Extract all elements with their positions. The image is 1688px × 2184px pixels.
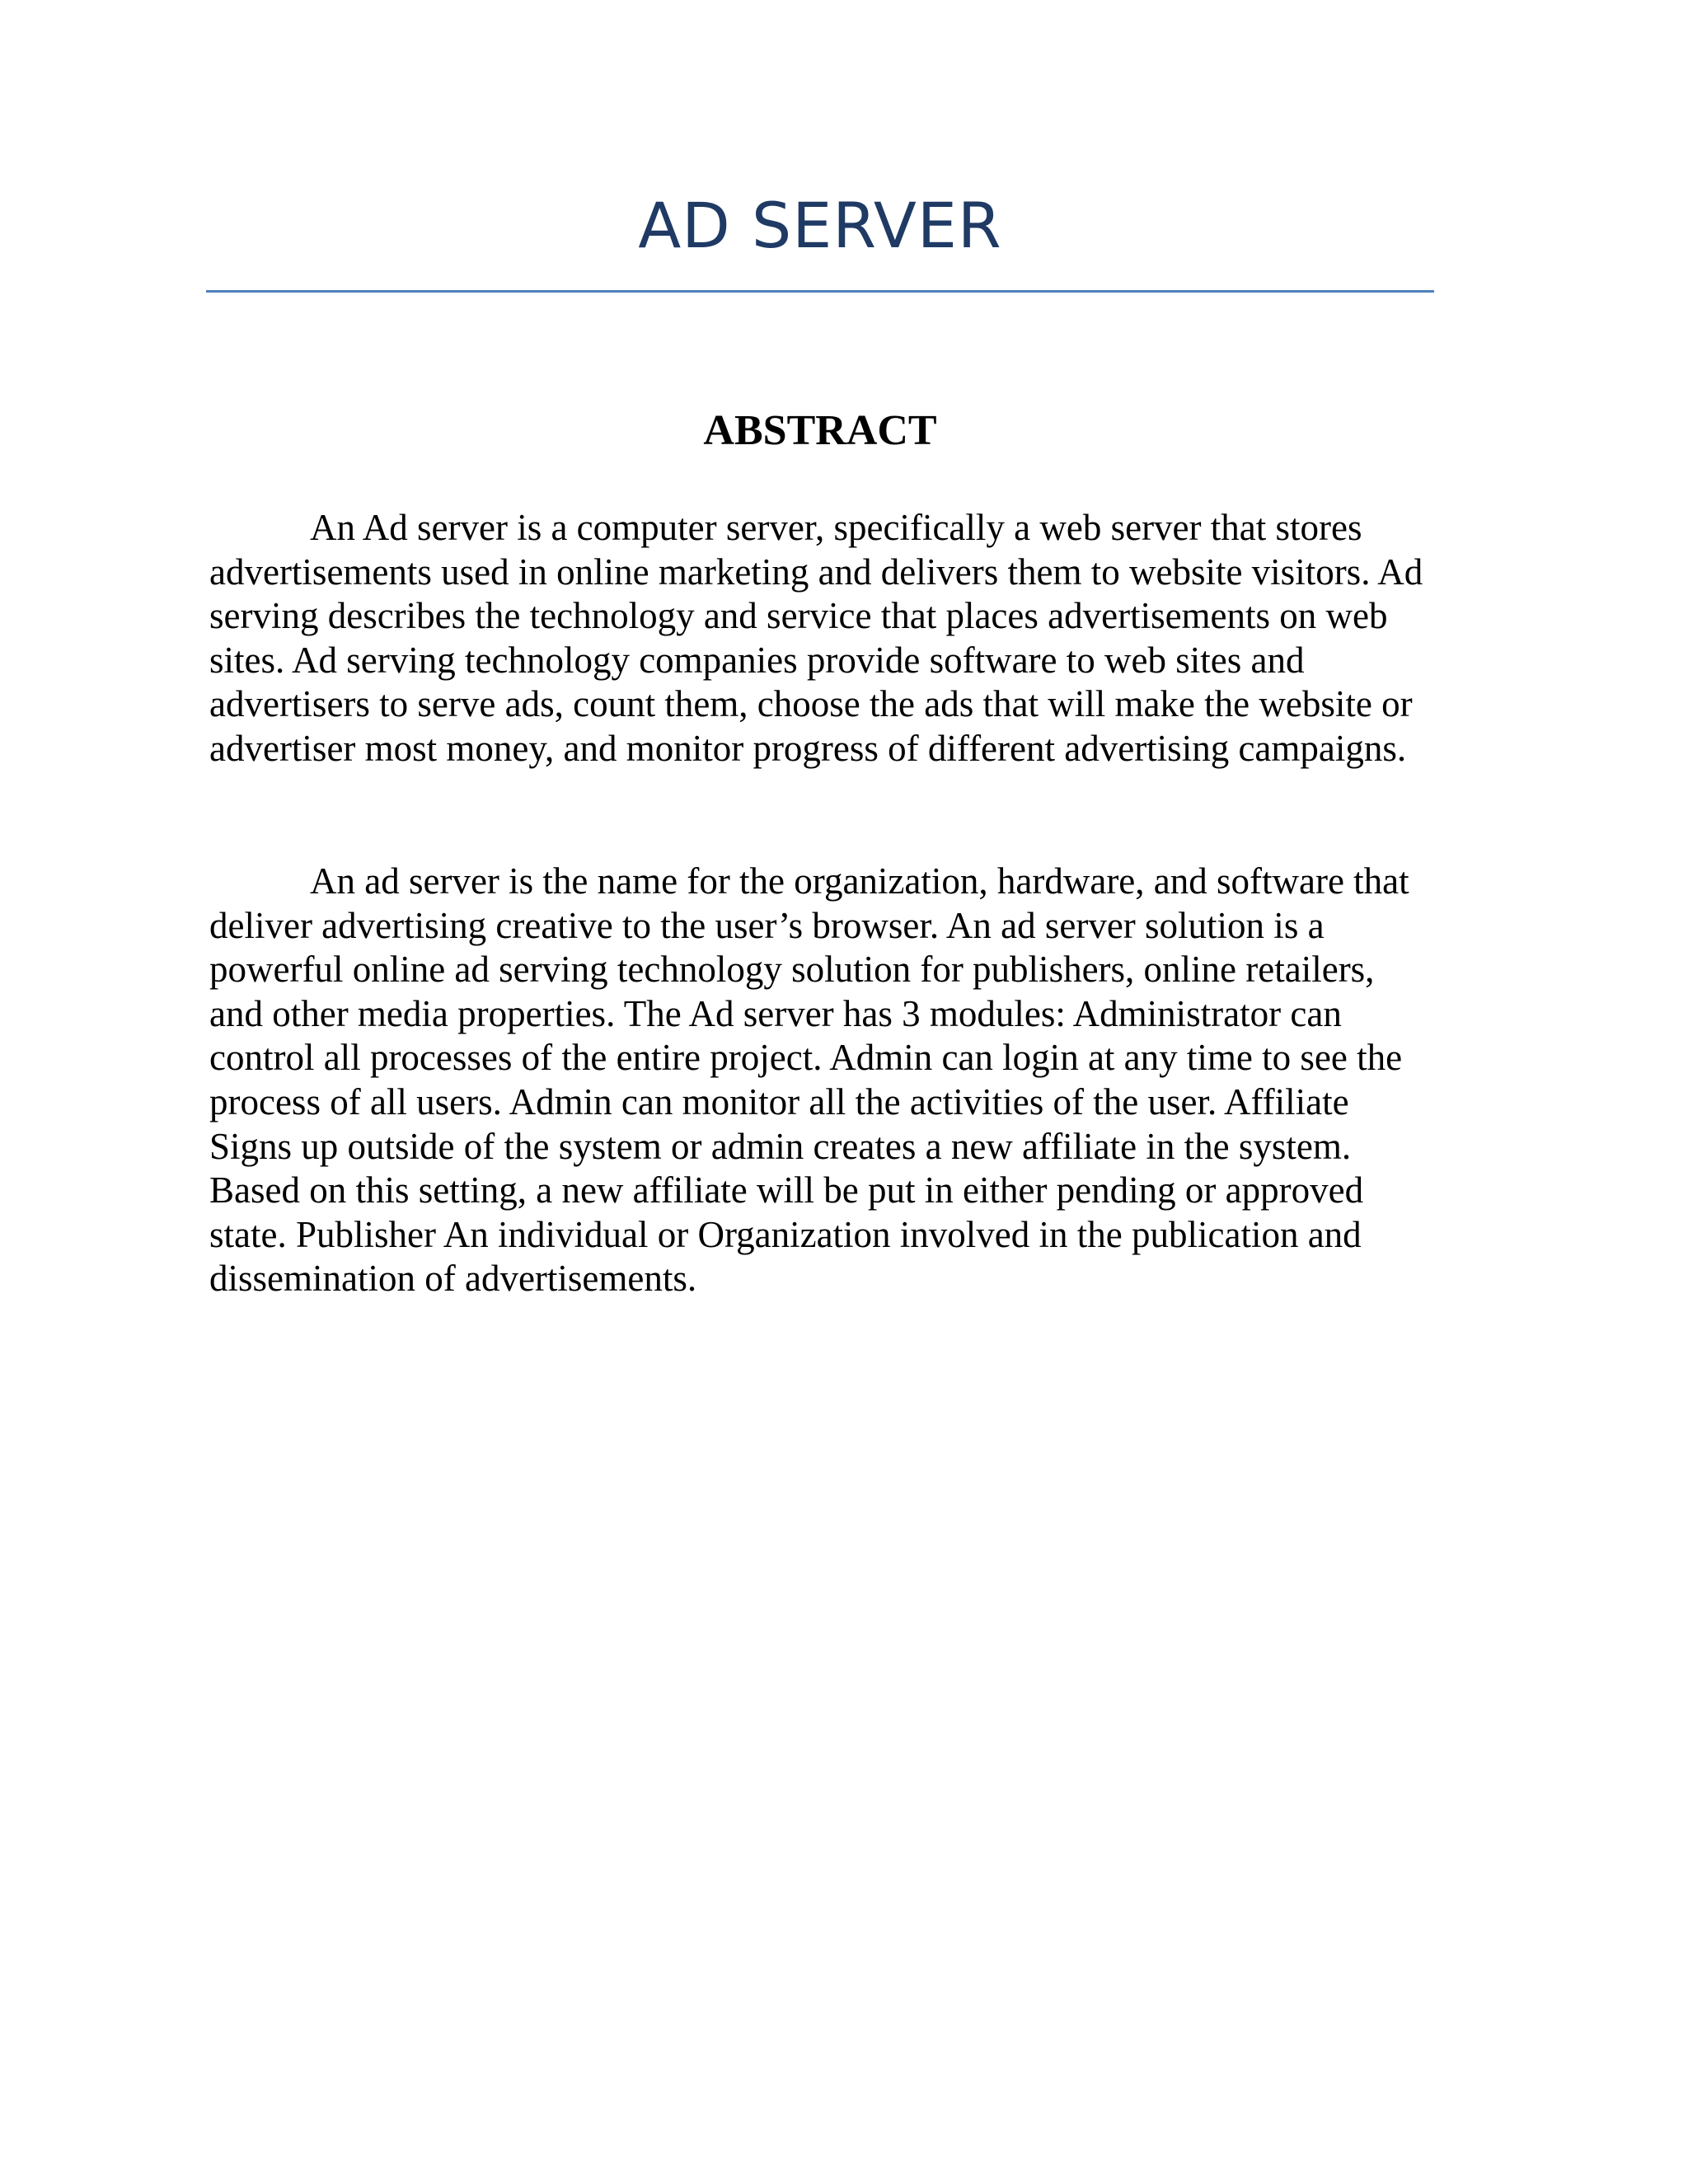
abstract-paragraph-2: An ad server is the name for the organization, hardware, and software that deliver advertising creative to the user’s browser. An ad server solution is a powerful online ad serving technology solution for publishers, online retailers, and other media properties. The Ad server has 3 modules: Administrator can control all processes of the entire project. Admin can login at any time to see the process of all users. Admin can monitor all the activities of the user. Affiliate Signs up outside of the system or admin creates a new affiliate in the system. Based on this setting, a new affiliate will be put in either pending or approved state. Publisher An individual or Organization involved in the publication and dissemination of advertisements.	[209, 860, 1409, 1300]
abstract-heading: ABSTRACT	[703, 407, 937, 454]
document-title: AD SERVER	[638, 189, 1002, 262]
abstract-paragraph-1: An Ad server is a computer server, specifically a web server that stores advertisements used in online marketing and delivers them to website visitors. Ad serving describes the technology and service that places advertisements on web sites. Ad serving technology companies provide software to web sites and advertisers to serve ads, count them, choose the ads that will make the website or advertiser most money, and monitor progress of different advertising campaigns.	[209, 507, 1423, 769]
title-underline-divider	[206, 290, 1434, 293]
